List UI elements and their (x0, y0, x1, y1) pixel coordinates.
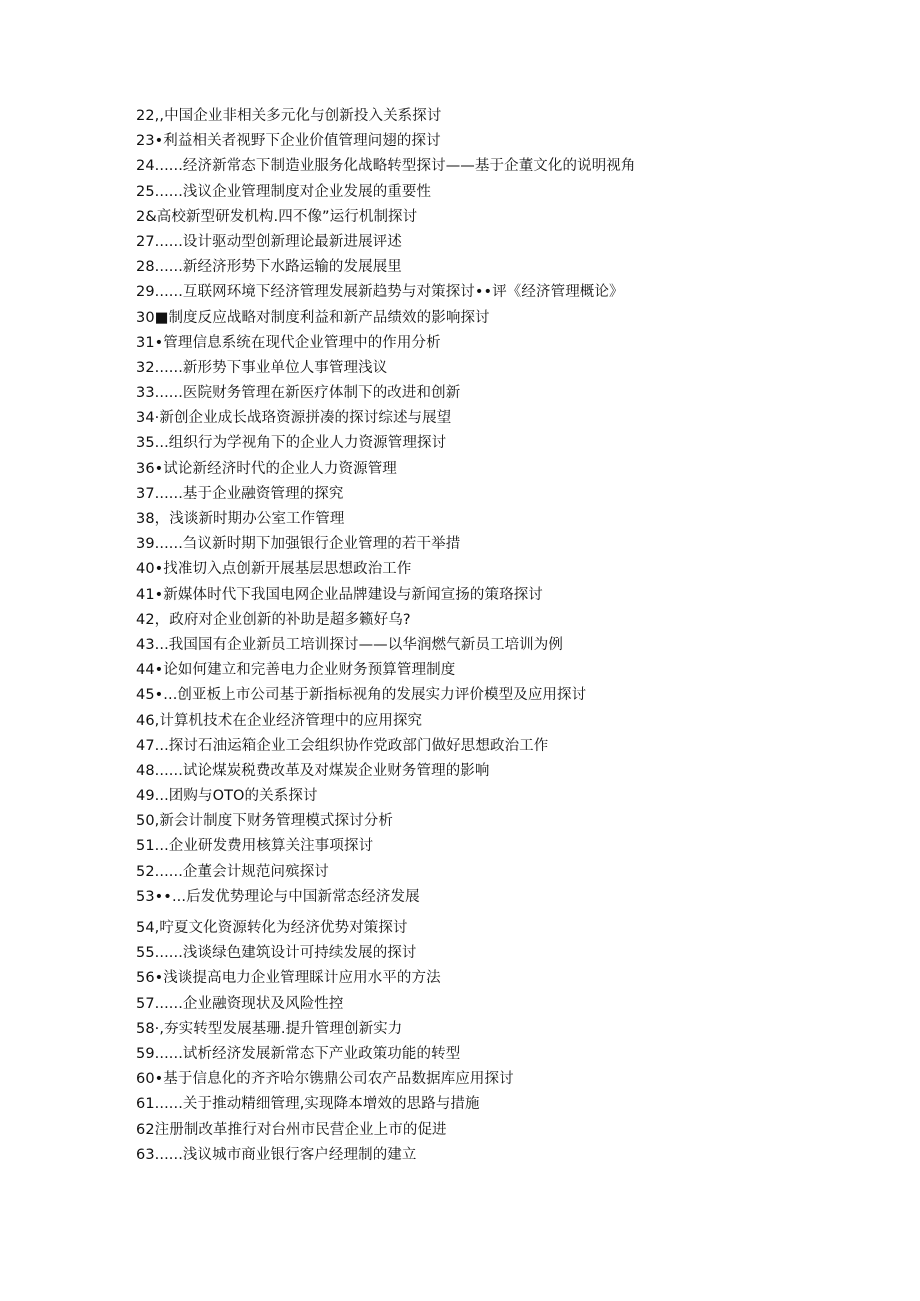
toc-entry-38: 38，浅谈新时期办公室工作管理 (136, 511, 345, 527)
toc-entry-55: 55......浅谈绿色建筑设计可持续发展的探讨 (136, 945, 417, 962)
toc-entry-29: 29......互联网环境下经济管理发展新趋势与对策探讨••评《经济管理概论》 (136, 284, 624, 301)
toc-entry-31: 31•管理信息系统在现代企业管理中的作用分析 (136, 334, 441, 351)
toc-entry-53: 53••...后发优势理论与中国新常态经济发展 (136, 888, 420, 905)
toc-entry-61: 61......关于推动精细管理,实现降本增效的思路与措施 (136, 1096, 480, 1113)
toc-entry-33: 33......医院财务管理在新医疗体制下的改进和创新 (136, 385, 461, 402)
toc-entry-43: 43...我国国有企业新员工培训探讨——以华润燃气新员工培训为例 (136, 636, 563, 653)
toc-entry-39: 39......刍议新时期下加强银行企业管理的若干举措 (136, 536, 461, 553)
toc-entry-48: 48......试论煤炭税费改革及对煤炭企业财务管理的影响 (136, 762, 490, 779)
toc-entry-44: 44•论如何建立和完善电力企业财务预算管理制度 (136, 662, 456, 679)
toc-entry-41: 41•新媒体时代下我国电网企业品牌建设与新闻宣扬的策珞探讨 (136, 586, 543, 603)
toc-entry-34: 34·新创企业成长战珞资源拼凑的探讨综述与展望 (136, 410, 452, 427)
toc-entry-58: 58·,夯实转型发展基珊.提升管理创新实力 (136, 1020, 403, 1037)
toc-entry-26: 2&高校新型研发机构.四不像”运行机制探讨 (136, 208, 418, 225)
toc-entry-49: 49...团购与OTO的关系探讨 (136, 788, 318, 805)
toc-entry-51: 51...企业研发费用核算关注事项探讨 (136, 838, 374, 855)
toc-entry-32: 32......新形势下事业单位人事管理浅议 (136, 359, 388, 376)
table-of-contents (136, 104, 876, 1168)
toc-entry-42: 42，政府对企业创新的补助是超多籁好乌? (136, 611, 411, 628)
toc-entry-30: 30■制度反应战略对制度利益和新产品绩效的影响探讨 (136, 309, 490, 326)
toc-entry-62: 62注册制改革推行对台州市民营企业上市的促进 (136, 1121, 447, 1138)
toc-entry-54: 54,咛夏文化资源转化为经济优势对策探讨 (136, 920, 408, 936)
toc-entry-46: 46,计算机技术在企业经济管理中的应用探究 (136, 712, 423, 729)
toc-entry-24: 24......经济新常态下制造业服务化战略转型探讨——基于企董文化的说明视角 (136, 158, 636, 175)
toc-entry-59: 59......试析经济发展新常态下产业政策功能的转型 (136, 1045, 461, 1062)
toc-entry-57: 57......企业融资现状及风险性控 (136, 995, 344, 1012)
toc-entry-27: 27......设计驱动型创新理论最新进展评述 (136, 233, 402, 250)
toc-entry-60: 60•基于信息化的齐齐哈尔镌鼎公司农产品数据库应用探讨 (136, 1071, 514, 1088)
toc-entry-50: 50,新会计制度下财务管理模式探讨分析 (136, 813, 393, 830)
toc-entry-63: 63......浅议城市商业银行客户经理制的建立 (136, 1146, 417, 1163)
toc-entry-25: 25......浅议企业管理制度对企业发展的重要性 (136, 183, 432, 200)
toc-entry-36: 36•试论新经济时代的企业人力资源管理 (136, 460, 397, 477)
toc-entry-28: 28......新经济形势下水路运输的发展展里 (136, 259, 402, 276)
toc-entry-47: 47...探讨石油运箱企业工会组织协作党政部门做好思想政治工作 (136, 737, 549, 754)
toc-entry-45: 45•...创亚板上市公司基于新指标视角的发展实力评价模型及应用探讨 (136, 687, 587, 704)
toc-entry-23: 23•利益相关者视野下企业价值管理问翅的探讨 (136, 133, 441, 150)
toc-entry-40: 40•找准切入点创新开展基层思想政治工作 (136, 561, 412, 578)
toc-entry-22: 22,,中国企业非相关多元化与创新投入关系探讨 (136, 108, 442, 124)
toc-entry-35: 35...组织行为学视角下的企业人力资源管理探讨 (136, 435, 447, 452)
toc-entry-37: 37......基于企业融资管理的探究 (136, 485, 344, 502)
toc-entry-56: 56•浅谈提高电力企业管理睬计应用水平的方法 (136, 970, 441, 987)
toc-entry-52: 52......企董会计规范问殡探讨 (136, 863, 329, 880)
